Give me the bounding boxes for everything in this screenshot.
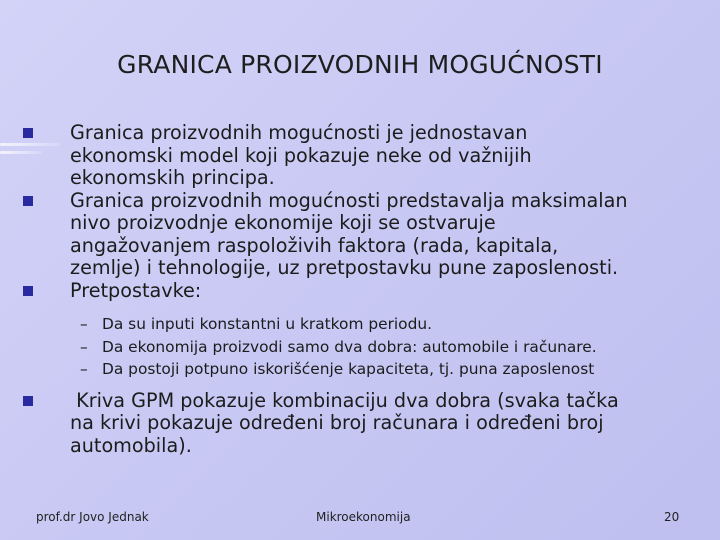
slide-content bbox=[18, 122, 708, 457]
bullet-line-text: Kriva GPM pokazuje kombinaciju dva dobra (svaka tačka bbox=[76, 388, 619, 412]
bullet-line: ekonomski model koji pokazuje neke od važnijih bbox=[70, 143, 532, 167]
bullet-line: na krivi pokazuje određeni broj računara i određeni broj bbox=[70, 411, 604, 435]
sub-bullet-item bbox=[18, 314, 708, 336]
bullet-item bbox=[18, 190, 708, 280]
bullet-line: Granica proizvodnih mogućnosti je jednostavan bbox=[70, 121, 528, 144]
sub-bullet-text: Da ekonomija proizvodi samo dva dobra: automobile i računare. bbox=[102, 337, 597, 356]
sub-bullet-item bbox=[18, 337, 708, 359]
bullet-item bbox=[18, 390, 708, 458]
dash-marker: – bbox=[80, 360, 88, 379]
sub-bullet-text: Da postoji potpuno iskorišćenje kapaciteta, tj. puna zaposlenost bbox=[102, 360, 595, 379]
bullet-line: zemlje) i tehnologije, uz pretpostavku pune zaposlenosti. bbox=[70, 256, 619, 279]
slide-title: GRANICA PROIZVODNIH MOGUĆNOSTI bbox=[117, 50, 603, 79]
footer-course: Mikroekonomija bbox=[316, 510, 411, 524]
bullet-line: Pretpostavke: bbox=[70, 278, 202, 302]
bullet-square-icon bbox=[23, 286, 33, 296]
page-number: 20 bbox=[664, 510, 680, 524]
bullet-line: ekonomskih principa. bbox=[70, 166, 275, 189]
dash-marker: – bbox=[80, 315, 88, 333]
footer-author: prof.dr Jovo Jednak bbox=[36, 510, 149, 524]
bullet-square-icon bbox=[23, 396, 33, 406]
bullet-square-icon bbox=[23, 128, 33, 138]
bullet-square-icon bbox=[23, 196, 33, 206]
bullet-line: automobila). bbox=[70, 433, 192, 457]
sub-bullet-text: Da su inputi konstantni u kratkom periodu. bbox=[102, 315, 433, 333]
bullet-line: angažovanjem raspoloživih faktora (rada, kapitala, bbox=[70, 233, 559, 257]
bullet-item bbox=[18, 122, 708, 190]
dash-marker: – bbox=[80, 337, 88, 356]
sub-bullet-item bbox=[18, 359, 708, 381]
bullet-item bbox=[18, 280, 708, 303]
bullet-line: nivo proizvodnje ekonomije koji se ostvaruje bbox=[70, 211, 496, 234]
bullet-line bbox=[70, 390, 708, 413]
bullet-line: Granica proizvodnih mogućnosti predstavalja maksimalan bbox=[70, 188, 628, 212]
